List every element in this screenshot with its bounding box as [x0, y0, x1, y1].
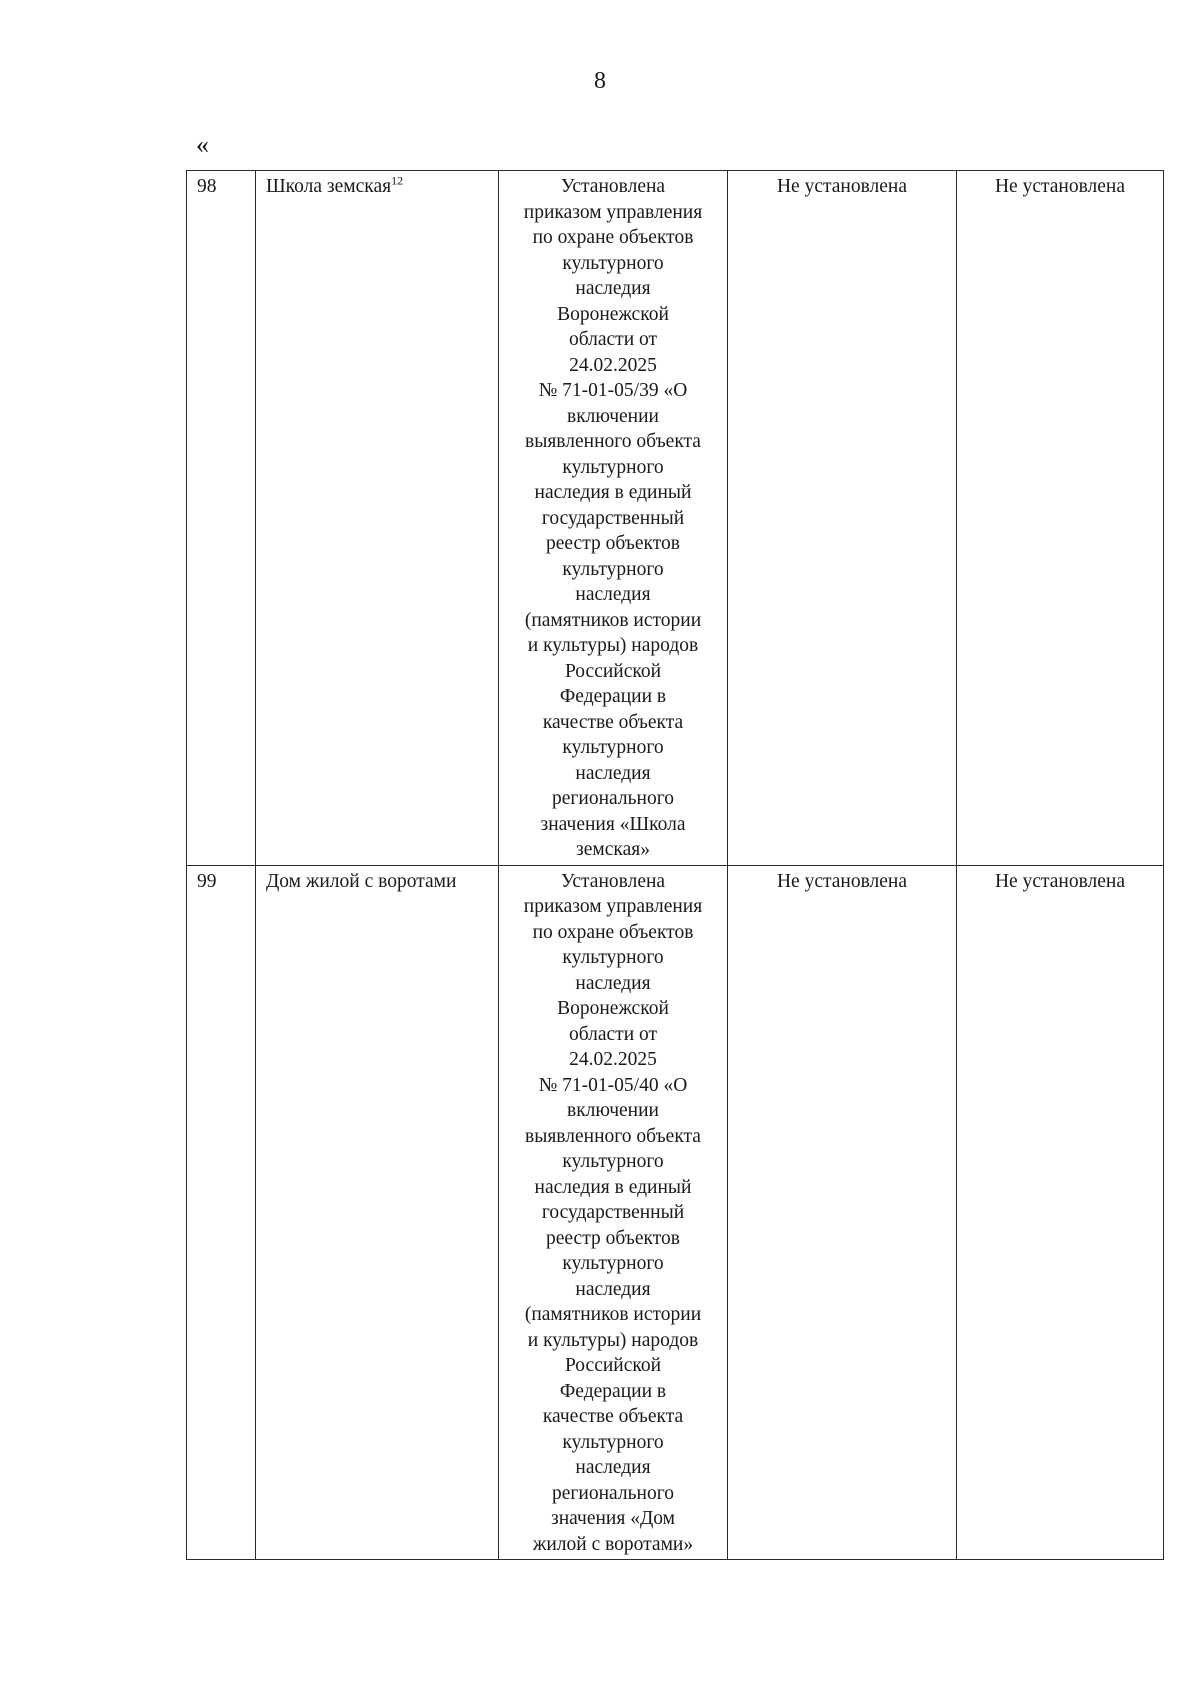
- footnote-marker: 12: [391, 173, 404, 188]
- object-name: Школа земская: [266, 176, 392, 197]
- basis-text: Установлена приказом управления по охране объектов культурного наследия Воронежской области от 24.02.2025 № 71-01-05/40 «О включении выявленного объекта культурного наследия в единый государственный реестр объектов культурного наследия (памятников истории и культуры) народов Российской Федерации в качестве объекта культурного наследия регионального значения «Дом жилой с воротами»: [523, 870, 703, 1555]
- protection-status-cell: Не установлена: [728, 865, 957, 1560]
- basis-cell: [499, 171, 728, 866]
- basis-text: Установлена приказом управления по охране объектов культурного наследия Воронежской области от 24.02.2025 № 71-01-05/39 «О включении выявленного объекта культурного наследия в единый государственный реестр объектов культурного наследия (памятников истории и культуры) народов Российской Федерации в качестве объекта культурного наследия регионального значения «Школа земская»: [523, 176, 703, 860]
- opening-quote-mark: «: [196, 130, 209, 159]
- object-name-cell: [256, 865, 499, 1560]
- table-row: [187, 171, 1164, 866]
- protection-status-cell: Не установлена: [728, 171, 957, 866]
- object-name: Дом жилой с воротами: [266, 870, 457, 892]
- zone-status-cell: Не установлена: [957, 171, 1164, 866]
- page-number: 8: [594, 68, 606, 94]
- object-name-cell: [256, 171, 499, 866]
- row-number-cell: 99: [187, 865, 256, 1560]
- heritage-objects-table: [186, 170, 1164, 1560]
- zone-status-cell: Не установлена: [957, 865, 1164, 1560]
- row-number-cell: 98: [187, 171, 256, 866]
- basis-cell: [499, 865, 728, 1560]
- table-row: [187, 865, 1164, 1560]
